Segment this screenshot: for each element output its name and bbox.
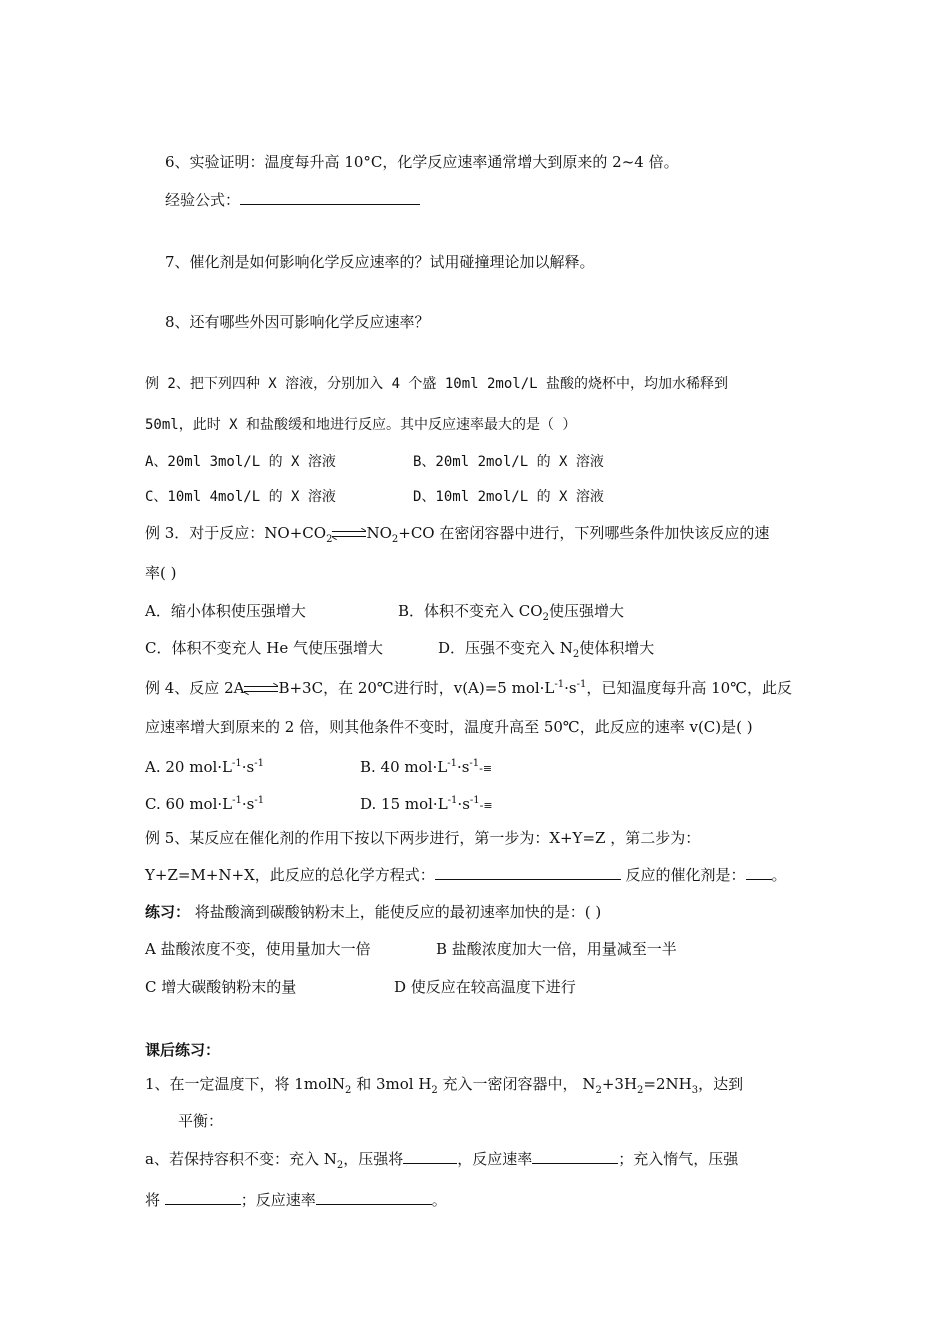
example-3-line1: 例 3．对于反应：$NO+CO_2$ $NO_2+CO$ 在密闭容器中进行，下列哪些条件加快该反应的速 (145, 524, 770, 545)
formula-blank[interactable] (240, 190, 420, 205)
example-4-line1: 例 4、反应 2A B+3C，在 20℃进行时，v(A)=5 $mol\cdot L^{-1}\cdot s^{-1}$，已知温度每升高 10℃，此反 (145, 679, 792, 697)
example-3-option-d: D．压强不变充入 $N_2$使体积增大 (438, 639, 655, 660)
example-4-option-c: C. 60 $mol\cdot L^{-1}\cdot s^{-1}$ (145, 795, 265, 813)
practice-question: 练习： 将盐酸滴到碳酸钠粉末上，能使反应的最初速率加快的是：( ) (145, 903, 602, 921)
example-5-line2: Y+Z=M+N+X，此反应的总化学方程式： 反应的催化剂是： 。 (145, 866, 787, 884)
homework-title: 课后练习： (145, 1041, 221, 1059)
example-2-option-c: C、10ml 4mol/L 的 X 溶液 (145, 489, 336, 505)
example-4-option-d: D. 15 $mol\cdot L^{-1}\cdot s^{-1}-\equiv$ (360, 795, 493, 813)
practice-option-d: D 使反应在较高温度下进行 (394, 978, 576, 996)
question-6: 6、实验证明：温度每升高 10°C，化学反应速率通常增大到原来的 2~4 倍。 (165, 153, 679, 171)
example-4-line2: 应速率增大到原来的 2 倍，则其他条件不变时，温度升高至 50℃，此反应的速率 v(C)是( ) (145, 718, 753, 736)
example-5-line1: 例 5、某反应在催化剂的作用下按以下两步进行，第一步为：X+Y=Z ，第二步为： (145, 829, 701, 847)
example-4-option-a: A. 20 $mol\cdot L^{-1}\cdot s^{-1}$ (145, 758, 264, 776)
practice-option-b: B 盐酸浓度加大一倍，用量减至一半 (436, 940, 677, 958)
practice-option-a: A 盐酸浓度不变，使用量加大一倍 (145, 940, 371, 958)
example-2-line1: 例 2、把下列四种 X 溶液，分别加入 4 个盛 10ml 2mol/L 盐酸的烧杯中，均加水稀释到 (145, 376, 729, 392)
total-equation-blank[interactable] (435, 865, 621, 880)
inert-pressure-blank[interactable] (165, 1190, 241, 1205)
catalyst-blank[interactable] (746, 865, 772, 880)
practice-option-c: C 增大碳酸钠粉末的量 (145, 978, 297, 996)
homework-1-line1: 1、在一定温度下，将 1molN$_2$ 和 3mol $H_2$ 充入一密闭容器中， $N_2+3H_2=2NH_3$，达到 (145, 1075, 744, 1096)
empirical-formula-line: 经验公式： (165, 190, 420, 210)
inert-rate-blank[interactable] (316, 1190, 432, 1205)
homework-1-line2: 平衡： (178, 1112, 224, 1130)
example-3-option-c: C．体积不变充人 He 气使压强增大 (145, 639, 383, 657)
homework-1a-line2: 将 ；反应速率 。 (145, 1191, 447, 1209)
example-3-option-a: A．缩小体积使压强增大 (145, 602, 306, 620)
equilibrium-arrow-icon (332, 528, 366, 540)
homework-1a-line1: a、若保持容积不变：充入 $N_2$，压强将 ，反应速率 ；充入惰气，压强 (145, 1150, 739, 1171)
question-7: 7、催化剂是如何影响化学反应速率的？试用碰撞理论加以解释。 (165, 253, 595, 271)
rate-blank[interactable] (532, 1149, 618, 1164)
example-2-option-a: A、20ml 3mol/L 的 X 溶液 (145, 454, 336, 470)
example-3-line2: 率( ) (145, 564, 177, 582)
example-2-option-d: D、10ml 2mol/L 的 X 溶液 (413, 489, 604, 505)
example-2-line2: 50ml，此时 X 和盐酸缓和地进行反应。其中反应速率最大的是（ ） (145, 417, 577, 433)
example-2-option-b: B、20ml 2mol/L 的 X 溶液 (413, 454, 604, 470)
pressure-blank[interactable] (403, 1149, 457, 1164)
question-8: 8、还有哪些外因可影响化学反应速率？ (165, 313, 430, 331)
equilibrium-arrow-icon (244, 683, 278, 695)
example-4-option-b: B. 40 $mol\cdot L^{-1}\cdot s^{-1}-\equiv$ (360, 758, 493, 776)
example-3-option-b: B．体积不变充入 $CO_2$使压强增大 (398, 602, 624, 623)
